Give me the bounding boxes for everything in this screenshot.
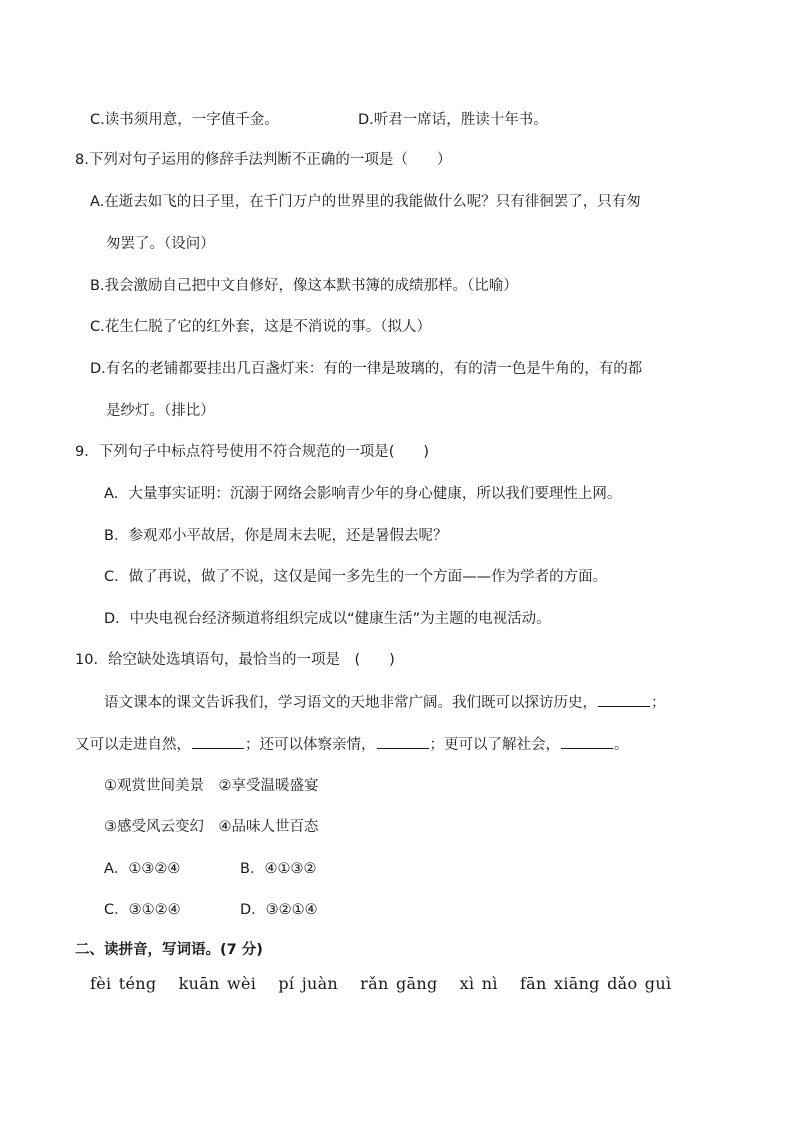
section2-pinyin-line: fèi téng kuān wèi pí juàn rǎn gāng xì nì fān xiāng dǎo guì [90,974,672,993]
q10-option-b: B．④①③② [240,861,317,877]
q10-option-a: A．①③②④ [104,861,181,877]
section2-heading: 二、读拼音，写词语。(7 分) [75,942,263,958]
q9-option-d: D．中央电视台经济频道将组织完成以“健康生活”为主题的电视活动。 [104,611,551,627]
q8-option-c: C.花生仁脱了它的红外套，这是不消说的事。（拟人） [90,319,431,335]
q9-option-b: B．参观邓小平故居，你是周末去呢，还是暑假去呢？ [104,528,448,544]
q9-stem: 9．下列句子中标点符号使用不符合规范的一项是( ) [75,444,430,460]
q10-passage-line1 [104,692,666,713]
q8-option-d-line2: 是纱灯。（排比） [106,403,215,419]
q8-stem: 8.下列对句子运用的修辞手法判断不正确的一项是（ ） [75,152,452,168]
q10-passage-line2-part1: 又可以走进自然， [75,737,191,753]
q10-passage-line2 [75,734,629,755]
q10-choices-line2: ③感受风云变幻 ④品味人世百态 [104,819,319,835]
q10-stem: 10．给空缺处选填语句，最恰当的一项是 ( ) [75,652,395,668]
q10-blank-1 [598,692,650,707]
q9-option-c: C．做了再说，做了不说，这仅是闻一多先生的一个方面——作为学者的方面。 [104,569,608,585]
q7-option-d: D.听君一席话，胜读十年书。 [358,112,548,128]
q8-option-a-line1: A.在逝去如飞的日子里，在千门万户的世界里的我能做什么呢？只有徘徊罢了，只有匆 [90,194,641,210]
q10-blank-2 [192,734,244,749]
q10-passage-line2-part3: ；更可以了解社会， [429,737,560,753]
q10-option-d: D．③②①④ [240,902,318,918]
q10-passage-line2-part2: ；还可以体察亲情， [245,737,376,753]
q10-passage-line1-end: ； [651,695,666,711]
q10-passage-line1-text: 语文课本的课文告诉我们，学习语文的天地非常广阔。我们既可以探访历史， [104,695,597,711]
q7-option-c: C.读书须用意，一字值千金。 [90,112,279,128]
q10-passage-line2-end: 。 [614,737,629,753]
q8-option-b: B.我会激励自己把中文自修好，像这本默书簿的成绩那样。（比喻） [90,278,518,294]
q8-option-a-line2: 匆罢了。（设问） [106,236,215,252]
q10-blank-3 [377,734,429,749]
q10-blank-4 [561,734,613,749]
q10-choices-line1: ①观赏世间美景 ②享受温暖盛宴 [104,778,319,794]
q8-option-d-line1: D.有名的老铺都要挂出几百盏灯来：有的一律是玻璃的，有的清一色是牛角的，有的都 [90,361,643,377]
q9-option-a: A．大量事实证明：沉溺于网络会影响青少年的身心健康，所以我们要理性上网。 [104,486,622,502]
q10-option-c: C．③①②④ [104,902,181,918]
